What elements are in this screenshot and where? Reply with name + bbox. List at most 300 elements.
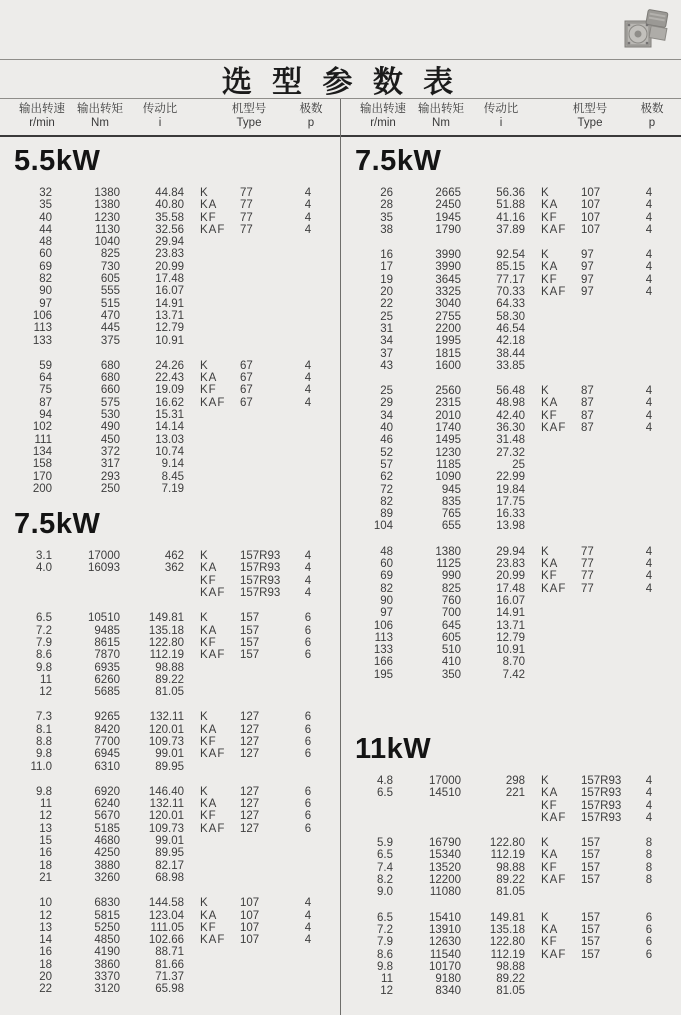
type-prefix-cell: KA xyxy=(200,798,218,811)
type-model-cell xyxy=(238,458,290,470)
type-prefix-cell: KAF xyxy=(200,748,226,761)
ratio-cell: 81.66 xyxy=(155,958,184,971)
header-type: 机型号 Type xyxy=(572,103,608,129)
poles-cell xyxy=(631,496,667,508)
output-speed-cell: 69 xyxy=(380,570,393,583)
poles-cell xyxy=(290,298,326,310)
poles-cell xyxy=(290,471,326,483)
output-torque-cell: 445 xyxy=(100,322,120,335)
output-torque-cell: 5250 xyxy=(94,921,120,934)
output-torque-cell: 6935 xyxy=(94,661,120,674)
poles-cell: 4 xyxy=(645,249,653,262)
type-prefix-cell xyxy=(541,471,579,483)
table-row xyxy=(341,546,681,558)
type-model-cell xyxy=(238,421,290,433)
type-prefix-cell: KF xyxy=(541,570,558,583)
poles-cell: 4 xyxy=(645,409,653,422)
column-spacer xyxy=(184,934,200,946)
output-torque-cell: 680 xyxy=(100,359,120,372)
column-spacer xyxy=(184,575,200,587)
type-model-cell: 67 xyxy=(240,396,253,409)
output-speed-cell: 7.2 xyxy=(377,923,393,936)
column-spacer xyxy=(525,496,541,508)
poles-cell: 8 xyxy=(645,874,653,887)
ratio-cell: 109.73 xyxy=(148,735,184,748)
output-torque-cell: 16093 xyxy=(88,562,120,575)
table-row xyxy=(341,459,681,471)
output-torque-cell: 17000 xyxy=(88,550,120,563)
output-speed-cell: 35 xyxy=(380,211,393,224)
output-torque-cell: 450 xyxy=(100,433,120,446)
type-model-cell: 157 xyxy=(240,636,260,649)
ratio-cell: 14.91 xyxy=(155,297,184,310)
ratio-cell: 23.83 xyxy=(496,558,525,571)
column-spacer xyxy=(184,187,200,199)
type-prefix-cell xyxy=(200,310,238,322)
column-spacer xyxy=(525,886,541,898)
output-torque-cell: 3645 xyxy=(435,273,461,286)
poles-cell: 6 xyxy=(645,923,653,936)
column-spacer xyxy=(184,212,200,224)
type-model-cell: 87 xyxy=(581,397,594,410)
column-spacer xyxy=(525,274,541,286)
table-row xyxy=(341,787,681,799)
poles-cell xyxy=(631,520,667,532)
type-model-cell xyxy=(579,484,631,496)
ratio-cell: 123.04 xyxy=(148,909,184,922)
poles-cell: 6 xyxy=(645,911,653,924)
ratio-cell: 89.95 xyxy=(155,847,184,860)
column-spacer xyxy=(525,973,541,985)
table-row xyxy=(341,274,681,286)
type-model-cell xyxy=(579,496,631,508)
type-model-cell xyxy=(238,471,290,483)
table-row xyxy=(0,823,340,835)
ratio-cell: 132.11 xyxy=(149,711,184,724)
type-model-cell: 157 xyxy=(581,948,601,961)
table-row xyxy=(0,971,340,983)
table-row xyxy=(0,724,340,736)
output-torque-cell: 5815 xyxy=(94,909,120,922)
table-row xyxy=(0,662,340,674)
table-row xyxy=(0,360,340,372)
output-torque-cell: 6310 xyxy=(94,760,120,773)
table-row xyxy=(0,471,340,483)
poles-cell xyxy=(290,860,326,872)
output-torque-cell: 372 xyxy=(100,445,120,458)
column-spacer xyxy=(184,612,200,624)
ratio-cell: 99.01 xyxy=(155,835,184,848)
type-model-cell: 157 xyxy=(581,936,601,949)
table-row xyxy=(341,249,681,261)
type-prefix-cell: K xyxy=(541,911,550,924)
title-row xyxy=(0,60,681,99)
output-speed-cell: 6.5 xyxy=(377,911,393,924)
column-spacer xyxy=(525,961,541,973)
type-model-cell xyxy=(238,322,290,334)
column-spacer xyxy=(525,924,541,936)
type-model-cell: 127 xyxy=(240,785,260,798)
type-prefix-cell xyxy=(200,471,238,483)
poles-cell: 4 xyxy=(645,223,653,236)
output-torque-cell: 13910 xyxy=(429,923,461,936)
type-model-cell: 77 xyxy=(240,223,253,236)
column-spacer xyxy=(184,872,200,884)
poles-cell xyxy=(290,273,326,285)
output-torque-cell: 2560 xyxy=(435,385,461,398)
poles-cell xyxy=(631,447,667,459)
type-model-cell: 157 xyxy=(240,649,260,662)
ratio-cell: 98.88 xyxy=(155,661,184,674)
ratio-cell: 58.30 xyxy=(496,310,525,323)
column-spacer xyxy=(525,323,541,335)
power-section xyxy=(341,145,681,681)
type-prefix-cell: KF xyxy=(200,384,217,397)
table-row xyxy=(341,812,681,824)
output-torque-cell: 1230 xyxy=(94,211,120,224)
table-columns xyxy=(0,99,681,1015)
poles-cell: 6 xyxy=(304,649,312,662)
type-model-cell: 107 xyxy=(581,223,601,236)
output-torque-cell: 7700 xyxy=(94,735,120,748)
column-spacer xyxy=(184,724,200,736)
ratio-cell: 89.95 xyxy=(155,760,184,773)
output-speed-cell: 8.1 xyxy=(36,723,52,736)
type-model-cell: 107 xyxy=(240,921,260,934)
poles-cell: 4 xyxy=(304,921,312,934)
column-spacer xyxy=(184,983,200,995)
poles-cell: 6 xyxy=(304,636,312,649)
output-speed-cell: 9.8 xyxy=(36,785,52,798)
type-prefix-cell xyxy=(541,644,579,656)
output-speed-cell: 113 xyxy=(374,631,393,644)
type-prefix-cell xyxy=(541,447,579,459)
table-row xyxy=(0,199,340,211)
type-prefix-cell: KF xyxy=(541,273,558,286)
output-speed-cell: 75 xyxy=(39,384,52,397)
ratio-cell: 20.99 xyxy=(496,570,525,583)
table-row xyxy=(0,575,340,587)
ratio-cell: 12.79 xyxy=(496,631,525,644)
ratio-cell: 17.75 xyxy=(496,495,525,508)
output-speed-cell: 134 xyxy=(32,445,52,458)
table-row xyxy=(341,360,681,372)
page-top-margin xyxy=(0,0,681,60)
ratio-cell: 22.43 xyxy=(155,372,184,385)
output-torque-cell: 760 xyxy=(441,594,461,607)
ratio-cell: 13.71 xyxy=(496,619,525,632)
output-speed-cell: 8.6 xyxy=(36,649,52,662)
output-torque-cell: 3260 xyxy=(94,871,120,884)
table-row xyxy=(0,483,340,495)
output-speed-cell: 82 xyxy=(39,273,52,286)
ratio-cell: 81.05 xyxy=(496,886,525,899)
output-torque-cell: 317 xyxy=(100,458,120,471)
type-prefix-cell xyxy=(200,298,238,310)
column-spacer xyxy=(525,936,541,948)
type-model-cell xyxy=(579,669,631,681)
ratio-cell: 120.01 xyxy=(148,723,184,736)
output-torque-cell: 7870 xyxy=(94,649,120,662)
column-spacer xyxy=(184,248,200,260)
type-model-cell: 77 xyxy=(240,211,253,224)
type-prefix-cell: KAF xyxy=(541,582,567,595)
type-model-cell: 77 xyxy=(581,582,594,595)
table-row xyxy=(341,656,681,668)
output-speed-cell: 22 xyxy=(39,983,52,996)
type-prefix-cell xyxy=(541,669,579,681)
ratio-cell: 146.40 xyxy=(148,785,184,798)
poles-cell xyxy=(631,348,667,360)
poles-cell xyxy=(631,632,667,644)
data-block xyxy=(0,897,340,995)
type-model-cell: 107 xyxy=(240,909,260,922)
type-model-cell: 127 xyxy=(240,798,260,811)
poles-cell xyxy=(290,674,326,686)
table-row xyxy=(341,849,681,861)
column-spacer xyxy=(184,310,200,322)
column-spacer xyxy=(184,662,200,674)
output-speed-cell: 29 xyxy=(380,397,393,410)
poles-cell: 4 xyxy=(645,273,653,286)
table-row xyxy=(0,212,340,224)
output-speed-cell: 34 xyxy=(380,335,393,348)
poles-cell: 4 xyxy=(645,811,653,824)
poles-cell xyxy=(631,595,667,607)
output-torque-cell: 1600 xyxy=(435,359,461,372)
table-row xyxy=(0,897,340,909)
poles-cell: 4 xyxy=(645,261,653,274)
column-spacer xyxy=(525,286,541,298)
column-spacer xyxy=(184,971,200,983)
table-row xyxy=(341,199,681,211)
table-row xyxy=(0,872,340,884)
data-block xyxy=(341,912,681,998)
type-model-cell xyxy=(579,520,631,532)
poles-cell: 8 xyxy=(645,837,653,850)
ratio-cell: 65.98 xyxy=(155,983,184,996)
type-model-cell xyxy=(238,483,290,495)
output-speed-cell: 89 xyxy=(380,508,393,521)
power-section xyxy=(0,145,340,495)
output-speed-cell: 82 xyxy=(380,495,393,508)
poles-cell: 4 xyxy=(304,897,312,910)
output-torque-cell: 15410 xyxy=(429,911,461,924)
column-spacer xyxy=(184,587,200,599)
type-prefix-cell: KAF xyxy=(200,223,226,236)
poles-cell: 4 xyxy=(304,223,312,236)
output-speed-cell: 10 xyxy=(39,897,52,910)
header-output-torque: 输出转矩 Nm xyxy=(77,103,123,129)
ratio-cell: 120.01 xyxy=(148,810,184,823)
output-torque-cell: 6920 xyxy=(94,785,120,798)
output-torque-cell: 990 xyxy=(441,570,461,583)
output-speed-cell: 9.0 xyxy=(377,886,393,899)
type-prefix-cell xyxy=(541,961,579,973)
ratio-cell: 64.33 xyxy=(496,298,525,311)
table-row xyxy=(341,508,681,520)
ratio-cell: 8.70 xyxy=(502,656,525,669)
type-prefix-cell: KF xyxy=(200,636,217,649)
type-prefix-cell: K xyxy=(541,249,550,262)
output-torque-cell: 293 xyxy=(100,470,120,483)
ratio-cell: 16.62 xyxy=(155,396,184,409)
table-row xyxy=(341,912,681,924)
output-speed-cell: 170 xyxy=(32,470,52,483)
column-spacer xyxy=(184,823,200,835)
ratio-cell: 8.45 xyxy=(161,470,184,483)
output-torque-cell xyxy=(52,587,120,599)
column-spacer xyxy=(184,748,200,760)
output-speed-cell: 60 xyxy=(380,558,393,571)
poles-cell: 4 xyxy=(645,187,653,199)
poles-cell xyxy=(631,886,667,898)
table-row xyxy=(0,372,340,384)
ratio-cell: 56.48 xyxy=(496,385,525,398)
poles-cell xyxy=(290,872,326,884)
type-model-cell xyxy=(579,595,631,607)
output-speed-cell: 94 xyxy=(39,409,52,422)
output-speed-cell: 62 xyxy=(380,471,393,484)
table-row xyxy=(341,335,681,347)
poles-cell: 4 xyxy=(645,199,653,212)
ratio-cell: 29.94 xyxy=(496,545,525,558)
table-row xyxy=(341,775,681,787)
poles-cell: 4 xyxy=(645,787,653,800)
column-spacer xyxy=(184,298,200,310)
ratio-cell: 24.26 xyxy=(155,359,184,372)
table-row xyxy=(0,446,340,458)
data-block xyxy=(0,187,340,347)
type-prefix-cell xyxy=(541,985,579,997)
ratio-cell: 462 xyxy=(164,550,184,563)
table-row xyxy=(0,261,340,273)
table-row xyxy=(341,496,681,508)
output-torque-cell: 9485 xyxy=(94,624,120,637)
column-spacer xyxy=(525,862,541,874)
type-prefix-cell: K xyxy=(541,187,550,199)
output-speed-cell: 90 xyxy=(39,285,52,298)
output-torque-cell: 2315 xyxy=(435,397,461,410)
output-torque-cell: 5185 xyxy=(94,822,120,835)
table-row xyxy=(341,973,681,985)
ratio-cell: 112.19 xyxy=(149,649,184,662)
column-spacer xyxy=(525,632,541,644)
output-torque-cell: 250 xyxy=(100,482,120,495)
ratio-cell: 42.18 xyxy=(496,335,525,348)
table-row xyxy=(0,397,340,409)
data-block xyxy=(341,249,681,372)
poles-cell xyxy=(631,360,667,372)
output-speed-cell: 12 xyxy=(39,810,52,823)
output-speed-cell: 195 xyxy=(373,668,393,681)
poles-cell xyxy=(290,959,326,971)
ratio-cell: 33.85 xyxy=(496,359,525,372)
poles-cell xyxy=(631,607,667,619)
type-model-cell: 107 xyxy=(581,199,601,212)
output-torque-cell: 1945 xyxy=(435,211,461,224)
table-row xyxy=(0,248,340,260)
output-torque-cell: 1090 xyxy=(435,471,461,484)
poles-cell xyxy=(290,971,326,983)
output-torque-cell: 12630 xyxy=(429,936,461,949)
output-torque-cell: 765 xyxy=(441,508,461,521)
poles-cell xyxy=(290,421,326,433)
column-spacer xyxy=(184,736,200,748)
type-model-cell xyxy=(238,835,290,847)
power-section xyxy=(341,733,681,998)
type-prefix-cell xyxy=(541,335,579,347)
column-spacer xyxy=(184,798,200,810)
type-model-cell: 97 xyxy=(581,249,594,262)
table-row xyxy=(341,985,681,997)
table-row xyxy=(0,649,340,661)
type-model-cell: 157 xyxy=(581,874,601,887)
ratio-cell: 13.71 xyxy=(155,309,184,322)
output-speed-cell: 32 xyxy=(39,187,52,199)
output-speed-cell: 40 xyxy=(39,211,52,224)
type-model-cell xyxy=(579,656,631,668)
type-model-cell: 67 xyxy=(240,359,253,372)
header-output-speed: 输出转速 r/min xyxy=(360,103,406,129)
poles-cell xyxy=(290,983,326,995)
output-speed-cell: 26 xyxy=(380,187,393,199)
output-torque-cell: 3325 xyxy=(435,286,461,299)
ratio-cell: 17.48 xyxy=(496,582,525,595)
type-prefix-cell xyxy=(541,886,579,898)
column-spacer xyxy=(184,335,200,347)
type-model-cell: 157R93 xyxy=(240,574,281,587)
type-model-cell xyxy=(238,446,290,458)
column-spacer xyxy=(184,847,200,859)
output-speed-cell: 16 xyxy=(39,946,52,959)
output-speed-cell: 16 xyxy=(39,847,52,860)
type-prefix-cell xyxy=(200,261,238,273)
column-spacer xyxy=(525,508,541,520)
ratio-cell: 9.14 xyxy=(161,458,184,471)
output-torque-cell: 14510 xyxy=(429,787,461,800)
table-row xyxy=(341,862,681,874)
type-prefix-cell xyxy=(541,973,579,985)
output-torque-cell: 410 xyxy=(441,656,461,669)
output-speed-cell: 7.9 xyxy=(377,936,393,949)
power-section-heading: 5.5kW xyxy=(14,145,101,177)
poles-cell: 6 xyxy=(304,748,312,761)
type-prefix-cell: KF xyxy=(200,735,217,748)
type-prefix-cell xyxy=(200,847,238,859)
column-spacer xyxy=(525,837,541,849)
column-spacer xyxy=(184,273,200,285)
column-spacer xyxy=(184,625,200,637)
table-row xyxy=(0,860,340,872)
type-model-cell xyxy=(579,886,631,898)
output-speed-cell: 166 xyxy=(373,656,393,669)
type-model-cell: 157 xyxy=(240,612,260,625)
output-torque-cell: 515 xyxy=(100,297,120,310)
type-model-cell: 77 xyxy=(581,558,594,571)
poles-cell xyxy=(290,847,326,859)
ratio-cell: 98.88 xyxy=(496,861,525,874)
type-prefix-cell: K xyxy=(200,612,209,625)
ratio-cell: 10.91 xyxy=(496,644,525,657)
poles-cell: 4 xyxy=(304,384,312,397)
type-prefix-cell: KAF xyxy=(541,223,567,236)
ratio-cell: 89.22 xyxy=(155,673,184,686)
type-prefix-cell xyxy=(200,322,238,334)
column-spacer xyxy=(525,656,541,668)
table-row xyxy=(0,847,340,859)
output-speed-cell: 9.8 xyxy=(36,661,52,674)
